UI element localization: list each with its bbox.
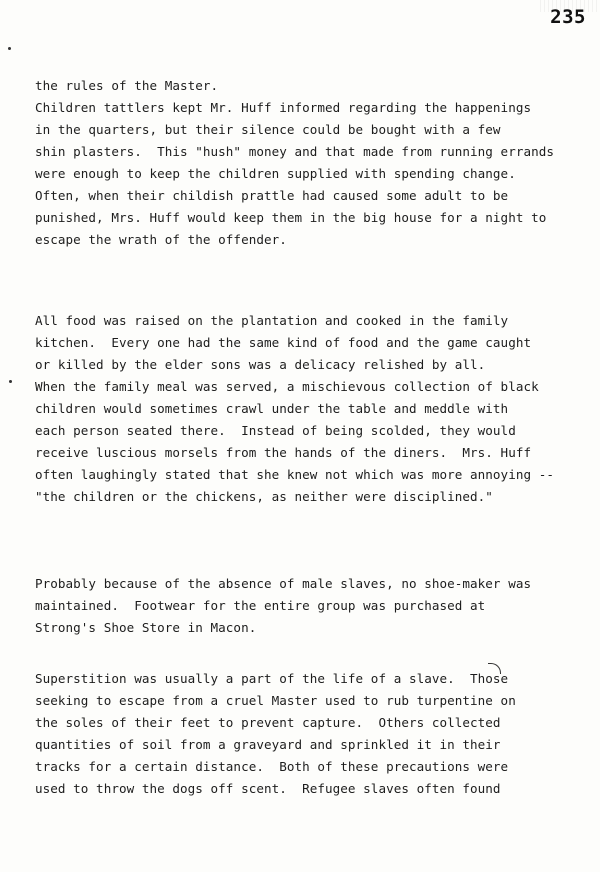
- text-line: shin plasters. This "hush" money and that made from running errands: [35, 144, 554, 159]
- text-line: Probably because of the absence of male slaves, no shoe-maker was: [35, 576, 532, 591]
- margin-mark: [8, 47, 11, 50]
- text-line: Superstition was usually a part of the life of a slave. Those: [35, 671, 509, 686]
- margin-mark: [9, 380, 12, 383]
- paragraph-1: [35, 75, 595, 251]
- page-number: 235: [550, 6, 586, 28]
- text-line: escape the wrath of the offender.: [35, 232, 287, 247]
- text-line: Children tattlers kept Mr. Huff informed regarding the happenings: [35, 100, 532, 115]
- text-line: When the family meal was served, a mischievous collection of black: [35, 379, 539, 394]
- text-line: in the quarters, but their silence could be bought with a few: [35, 122, 501, 137]
- text-line: the soles of their feet to prevent capture. Others collected: [35, 715, 501, 730]
- paragraph-4: [35, 668, 595, 800]
- text-line: All food was raised on the plantation and cooked in the family: [35, 313, 509, 328]
- text-line: seeking to escape from a cruel Master used to rub turpentine on: [35, 693, 516, 708]
- text-line: were enough to keep the children supplied with spending change.: [35, 166, 516, 181]
- paragraph-3: [35, 573, 595, 639]
- text-line: maintained. Footwear for the entire group was purchased at: [35, 598, 486, 613]
- text-line: tracks for a certain distance. Both of these precautions were: [35, 759, 509, 774]
- text-line: the rules of the Master.: [35, 78, 219, 93]
- text-line: receive luscious morsels from the hands of the diners. Mrs. Huff: [35, 445, 532, 460]
- text-line: used to throw the dogs off scent. Refugee slaves often found: [35, 781, 501, 796]
- text-line: or killed by the elder sons was a delicacy relished by all.: [35, 357, 486, 372]
- text-line: "the children or the chickens, as neither were disciplined.": [35, 489, 493, 504]
- text-line: quantities of soil from a graveyard and sprinkled it in their: [35, 737, 501, 752]
- text-line: Often, when their childish prattle had caused some adult to be: [35, 188, 509, 203]
- text-line: punished, Mrs. Huff would keep them in the big house for a night to: [35, 210, 547, 225]
- text-line: Strong's Shoe Store in Macon.: [35, 620, 257, 635]
- text-line: each person seated there. Instead of being scolded, they would: [35, 423, 516, 438]
- text-line: often laughingly stated that she knew not which was more annoying --: [35, 467, 554, 482]
- paragraph-2: [35, 310, 595, 508]
- text-line: kitchen. Every one had the same kind of food and the game caught: [35, 335, 532, 350]
- text-line: children would sometimes crawl under the table and meddle with: [35, 401, 509, 416]
